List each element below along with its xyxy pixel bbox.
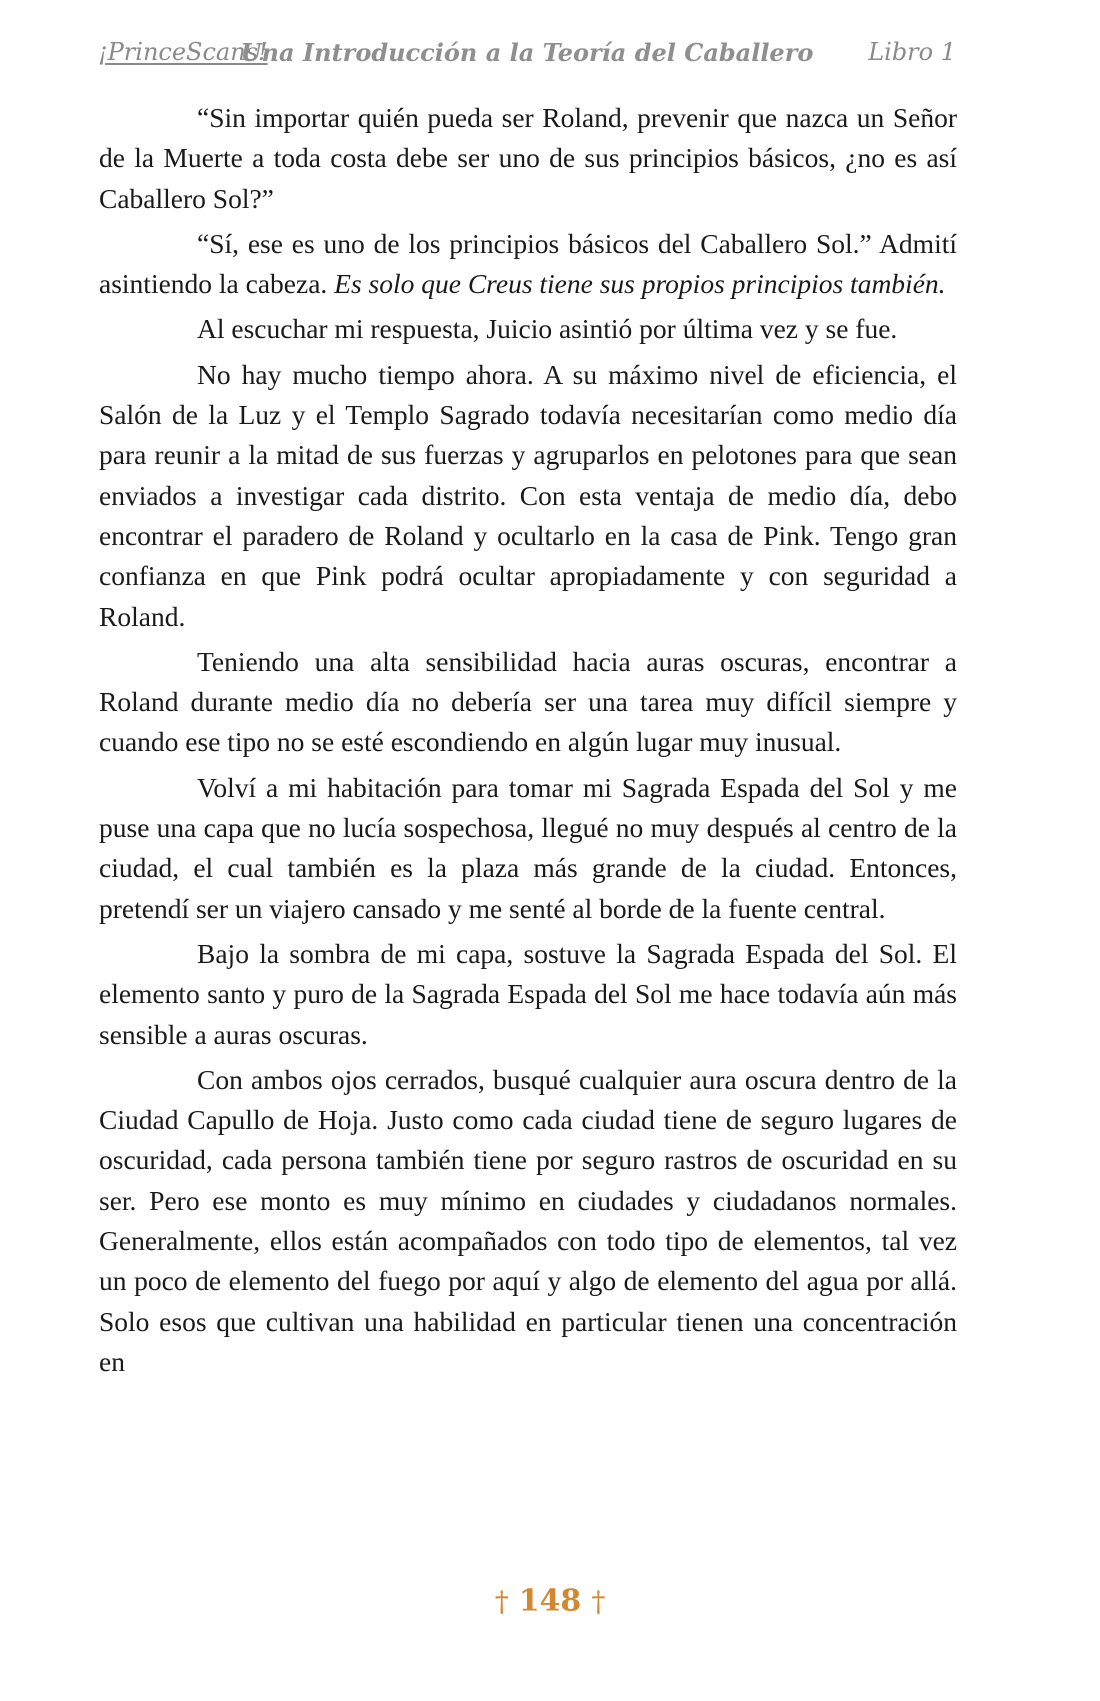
paragraph: “Sin importar quién pueda ser Roland, prevenir que nazca un Señor de la Muerte a toda costa debe ser uno de sus principios básicos, ¿no es así Caballero Sol?” bbox=[99, 102, 957, 214]
scanlator-credit: ¡PrinceScans! bbox=[98, 38, 268, 66]
page-number: 148 bbox=[518, 1583, 582, 1619]
book-title: Una Introducción a la Teoría del Caballero bbox=[240, 38, 814, 67]
paragraph: Bajo la sombra de mi capa, sostuve la Sagrada Espada del Sol. El elemento santo y puro de la Sagrada Espada del Sol me hace todavía aún más sensible a auras oscuras. bbox=[99, 937, 957, 1050]
paragraph: “Sí, ese es uno de los principios básicos del Caballero Sol.” Admití asintiendo la cabeza. Es solo que Creus tiene sus propios principios también. bbox=[99, 227, 957, 300]
body-text bbox=[99, 98, 957, 1387]
dagger-ornament-icon: † bbox=[591, 1584, 606, 1618]
paragraph: No hay mucho tiempo ahora. A su máximo nivel de eficiencia, el Salón de la Luz y el Templo Sagrado todavía necesitarían como medio día para reunir a la mitad de sus fuerzas y agruparlos en pelotones para que sean enviados a investigar cada distrito. Con esta ventaja de medio día, debo encontrar el paradero de Roland y ocultarlo en la casa de Pink. Tengo gran confianza en que Pink podrá ocultar apropiadamente y con seguridad a Roland. bbox=[99, 358, 957, 632]
volume-label: Libro 1 bbox=[868, 38, 956, 66]
paragraph: Volví a mi habitación para tomar mi Sagrada Espada del Sol y me puse una capa que no lucía sospechosa, llegué no muy después al centro de la ciudad, el cual también es la plaza más grande de la ciudad. Entonces, pretendí ser un viajero cansado y me senté al borde de la fuente central. bbox=[99, 771, 957, 924]
paragraph: Al escuchar mi respuesta, Juicio asintió por última vez y se fue. bbox=[197, 313, 898, 345]
dagger-ornament-icon: † bbox=[494, 1584, 509, 1618]
paragraph: Teniendo una alta sensibilidad hacia auras oscuras, encontrar a Roland durante medio día no debería ser una tarea muy difícil siempre y cuando ese tipo no se esté escondiendo en algún lugar muy inusual. bbox=[99, 645, 957, 758]
paragraph: Con ambos ojos cerrados, busqué cualquier aura oscura dentro de la Ciudad Capullo de Hoja. Justo como cada ciudad tiene de seguro lugares de oscuridad, cada persona también tiene por seguro rastros de oscuridad en su ser. Pero ese monto es muy mínimo en ciudades y ciudadanos normales. Generalmente, ellos están acompañados con todo tipo de elementos, tal vez un poco de elemento del fuego por aquí y algo de elemento del agua por allá. Solo esos que cultivan una habilidad en particular tienen una concentración en bbox=[99, 1063, 957, 1377]
italic-thought: Es solo que Creus tiene sus propios principios también. bbox=[334, 268, 946, 300]
page-footer bbox=[0, 1582, 1100, 1619]
running-header bbox=[98, 38, 956, 74]
